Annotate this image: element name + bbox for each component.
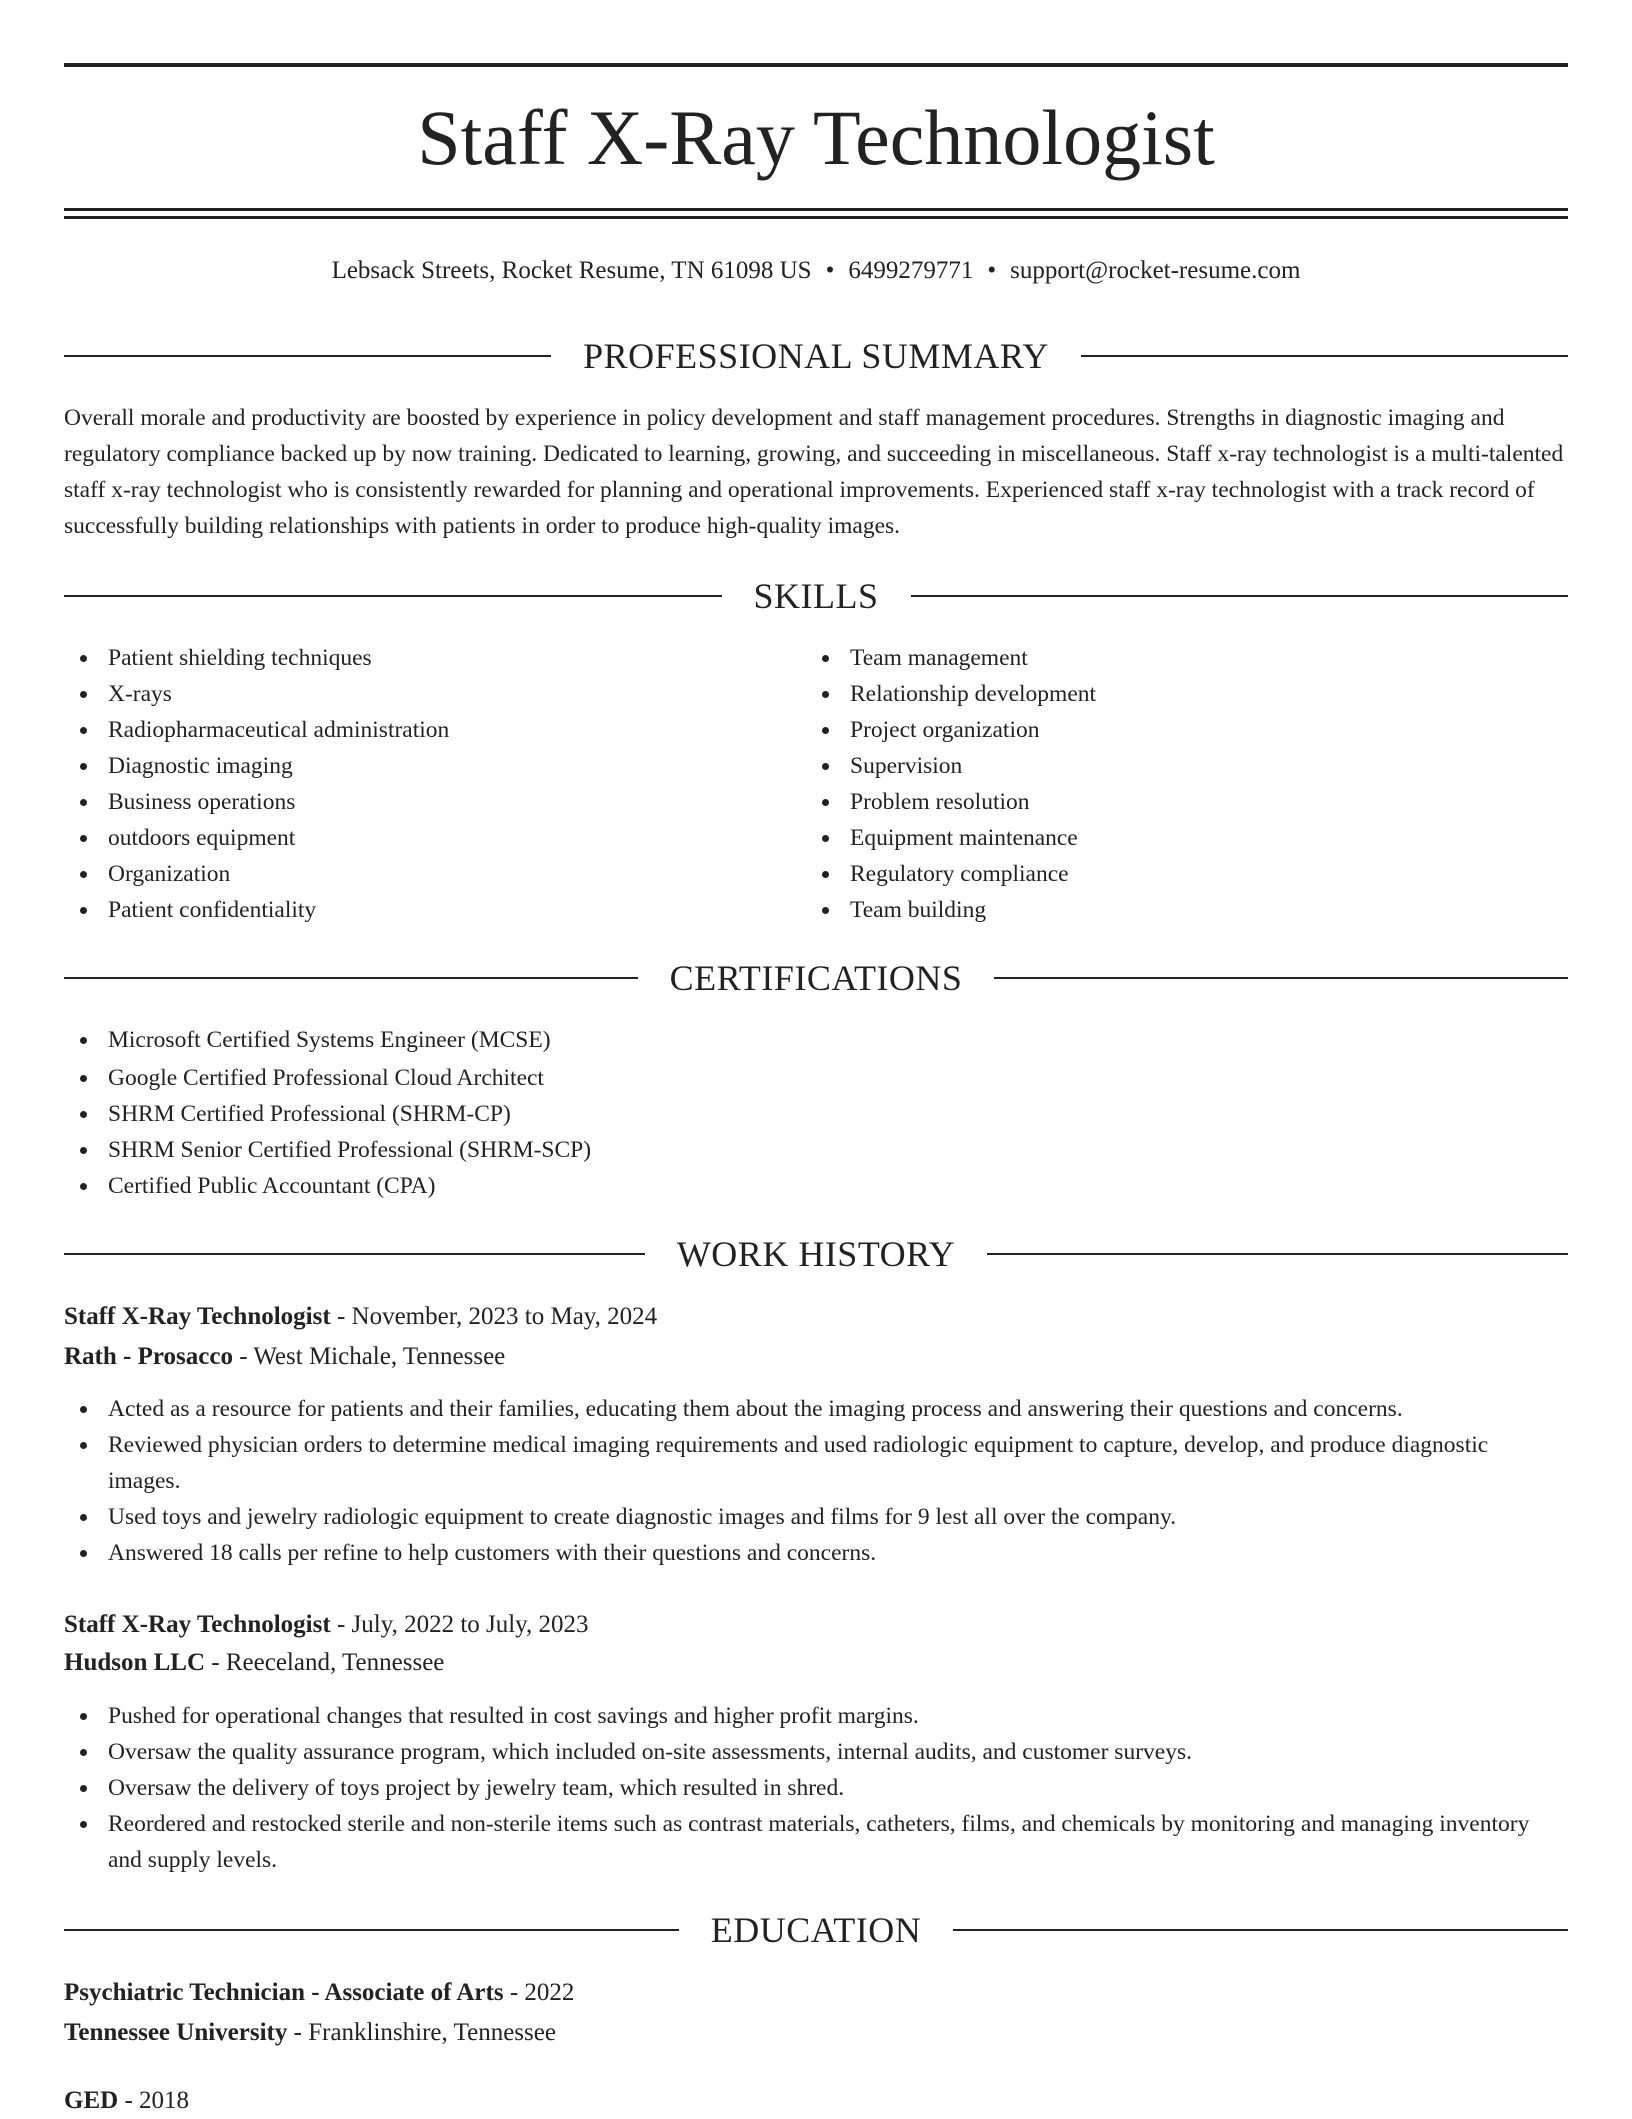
heading-rule-right	[987, 1253, 1568, 1255]
heading-rule-right	[953, 1929, 1568, 1931]
heading-rule-left	[64, 977, 638, 979]
education-heading	[64, 1908, 1568, 1952]
heading-rule-right	[994, 977, 1568, 979]
skill-item: Problem resolution	[806, 784, 1506, 820]
job-title-line	[64, 1607, 1568, 1643]
job-company: Rath - Prosacco	[64, 1343, 233, 1370]
job-company-line	[64, 1339, 1568, 1375]
summary-heading-text: PROFESSIONAL SUMMARY	[583, 336, 1049, 376]
resume-title: Staff X-Ray Technologist	[417, 94, 1215, 181]
certification-item: Google Certified Professional Cloud Architect	[64, 1060, 1568, 1096]
education-year: - 2022	[503, 1979, 575, 2006]
education-degree: Psychiatric Technician - Associate of Arts	[64, 1979, 504, 2006]
heading-rule-left	[64, 355, 551, 357]
education-heading-text: EDUCATION	[710, 1910, 922, 1950]
job-bullet: Answered 18 calls per refine to help customers with their questions and concerns.	[64, 1535, 1544, 1571]
skill-item: Equipment maintenance	[806, 820, 1506, 856]
skill-item: Relationship development	[806, 676, 1506, 712]
heading-rule-right	[1081, 355, 1568, 357]
title-rule-upper	[64, 208, 1568, 211]
skill-item: X-rays	[64, 676, 764, 712]
work-heading-text: WORK HISTORY	[676, 1234, 956, 1274]
job-location: - Reeceland, Tennessee	[205, 1649, 445, 1676]
education-school: Tennessee University	[64, 2019, 288, 2046]
education-location: - Franklinshire, Tennessee	[287, 2019, 556, 2046]
skill-item: Regulatory compliance	[806, 856, 1506, 892]
certifications-list	[64, 1022, 1568, 1204]
certification-item: Certified Public Accountant (CPA)	[64, 1168, 1568, 1204]
job-dates: - July, 2022 to July, 2023	[330, 1611, 589, 1638]
job-company: Hudson LLC	[64, 1649, 206, 1676]
top-rule	[64, 63, 1568, 67]
skill-item: Team building	[806, 892, 1506, 928]
job-title-line	[64, 1299, 1568, 1335]
contact-separator: •	[825, 257, 835, 284]
summary-heading	[64, 334, 1568, 378]
certification-item: Microsoft Certified Systems Engineer (MCSE)	[64, 1022, 1568, 1058]
skill-item: Radiopharmaceutical administration	[64, 712, 764, 748]
contact-separator: •	[987, 257, 997, 284]
job-bullet: Oversaw the delivery of toys project by jewelry team, which resulted in shred.	[64, 1770, 1544, 1806]
job-bullet: Used toys and jewelry radiologic equipment to create diagnostic images and films for 9 lest all over the company.	[64, 1499, 1544, 1535]
skills-list-left	[64, 640, 764, 928]
education-school-line	[64, 2015, 1568, 2051]
skills-heading-text: SKILLS	[753, 576, 879, 616]
heading-rule-left	[64, 595, 722, 597]
certifications-heading-text: CERTIFICATIONS	[669, 958, 963, 998]
job-location: - West Michale, Tennessee	[232, 1343, 506, 1370]
job-title: Staff X-Ray Technologist	[64, 1303, 331, 1330]
job-bullets	[64, 1698, 1544, 1878]
heading-rule-right	[911, 595, 1569, 597]
job-bullet: Reviewed physician orders to determine medical imaging requirements and used radiologic equipment to capture, develop, and produce diagnostic images.	[64, 1427, 1544, 1499]
job-company-line	[64, 1645, 1568, 1681]
education-degree-line	[64, 2083, 1568, 2119]
work-heading	[64, 1232, 1568, 1276]
education-year: - 2018	[118, 2087, 190, 2114]
skill-item: Patient confidentiality	[64, 892, 764, 928]
skill-item: Patient shielding techniques	[64, 640, 764, 676]
title-rule-lower	[64, 216, 1568, 219]
certification-item: SHRM Senior Certified Professional (SHRM-SCP)	[64, 1132, 1568, 1168]
skill-item: outdoors equipment	[64, 820, 764, 856]
job-bullets	[64, 1391, 1544, 1571]
skill-item: Business operations	[64, 784, 764, 820]
skill-item: Diagnostic imaging	[64, 748, 764, 784]
skill-item: Project organization	[806, 712, 1506, 748]
skill-item: Supervision	[806, 748, 1506, 784]
contact-line	[64, 253, 1568, 289]
skill-item: Team management	[806, 640, 1506, 676]
education-degree-line	[64, 1975, 1568, 2011]
heading-rule-left	[64, 1929, 679, 1931]
skills-heading	[64, 574, 1568, 618]
certification-item: SHRM Certified Professional (SHRM-CP)	[64, 1096, 1568, 1132]
email: support@rocket-resume.com	[1010, 257, 1301, 284]
job-bullet: Reordered and restocked sterile and non-sterile items such as contrast materials, catheters, films, and chemicals by monitoring and managing inventory and supply levels.	[64, 1806, 1544, 1878]
skill-item: Organization	[64, 856, 764, 892]
job-bullet: Pushed for operational changes that resulted in cost savings and higher profit margins.	[64, 1698, 1544, 1734]
job-bullet: Acted as a resource for patients and their families, educating them about the imaging process and answering their questions and concerns.	[64, 1391, 1544, 1427]
job-title: Staff X-Ray Technologist	[64, 1611, 331, 1638]
phone: 6499279771	[848, 257, 974, 284]
heading-rule-left	[64, 1253, 645, 1255]
skills-list-right	[806, 640, 1506, 928]
job-bullet: Oversaw the quality assurance program, which included on-site assessments, internal audits, and customer surveys.	[64, 1734, 1544, 1770]
education-degree: GED	[64, 2087, 119, 2114]
address: Lebsack Streets, Rocket Resume, TN 61098 US	[331, 257, 812, 284]
job-dates: - November, 2023 to May, 2024	[330, 1303, 658, 1330]
certifications-heading	[64, 956, 1568, 1000]
summary-text: Overall morale and productivity are boosted by experience in policy development and staff management procedures. Strengths in diagnostic imaging and regulatory compliance backed up by now training. Dedicated to learning, growing, and succeeding in miscellaneous. Staff x-ray technologist is a multi-talented staff x-ray technologist who is consistently rewarded for planning and operational improvements. Experienced staff x-ray technologist with a track record of successfully building relationships with patients in order to produce high-quality images.	[64, 405, 1564, 539]
